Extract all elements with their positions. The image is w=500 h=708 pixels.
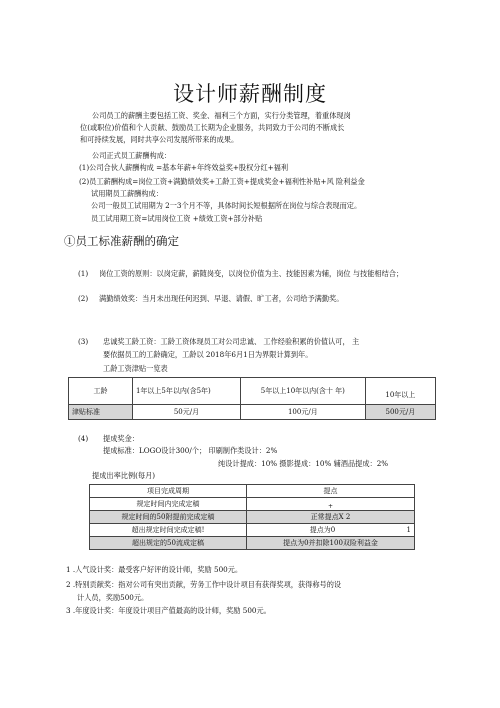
table-row (90, 485, 415, 498)
item-text: 岗位工资的原则：以岗定薪，薪随岗变，以岗位价值为主、技能因素为辅，岗位 与技能相结合； (99, 269, 404, 278)
table-row (69, 378, 436, 405)
table-cell: + (247, 498, 415, 511)
table-cell: 100元/月 (240, 405, 365, 420)
table-row (69, 405, 436, 420)
table-cell: 超出规定的50流成定稿 (90, 537, 247, 550)
probation-line: 员工试用期工资=试用岗位工资 +绩效工资+部分补贴 (91, 214, 263, 223)
intro-line: 公司员工的薪酬主要包括工资、奖金、福利三个方面，实行分类管理，着重体现岗 (92, 111, 351, 120)
item-number: (2) (78, 294, 89, 303)
table-cell: 超出规定时间完成定稿! (90, 524, 247, 537)
table-caption: 工龄工资津贴一览表 (103, 364, 168, 373)
table-row (90, 498, 415, 511)
probation-line: 公司一般员工试用期为 2一3个月不等，具体时间长短根据所在岗位与综合表现而定。 (91, 201, 362, 210)
section-title: ①员工标准薪酬的确定 (64, 234, 179, 248)
item-text: 满勤绩效奖：当月未出现任何迟到、早退、请假、旷工者，公司给予满勤奖。 (99, 294, 344, 303)
table-cell: 规定时间的50附提前完成定稿 (90, 511, 247, 524)
table-cell: 工龄 (69, 378, 133, 405)
table-cell: 提点为0 (247, 524, 399, 537)
table-cell: 1 (398, 524, 415, 537)
item-number: (4) (78, 434, 89, 443)
table-row (90, 511, 415, 524)
item-text: 提成奖金： (103, 434, 139, 443)
table-cell: 提点 (247, 485, 415, 498)
commission-table (89, 484, 415, 550)
intro-line: 位(或职位)价值和个人贡献、鼓励员工长期为企业服务，共同致力于公司的不断成长 (80, 123, 345, 132)
structure-item: (1)公司合伙人薪酬构成 =基本年薪+年终效益奖+股权分红+福利 (79, 163, 289, 172)
award-line: 3 .年度设计奖：年度设计项目产值最高的设计师，奖励 500元。 (66, 606, 271, 615)
seniority-table (68, 377, 436, 420)
item-number: (1) (78, 269, 89, 278)
probation-heading: 试用期员工薪酬构成： (91, 189, 163, 198)
item-text: 忠诚奖工龄工资：工龄工资体现员工对公司忠诚、 工作经验积累的价值认可， 主 (103, 337, 360, 346)
table-cell: 50元/月 (132, 405, 240, 420)
table-cell: 5年以上10年以内(含十 年) (240, 378, 365, 405)
table-cell: 10年以上 (365, 378, 435, 405)
table-cell: 正常提点X 2 (247, 511, 415, 524)
table-cell: 1年以上5年以内(含5年) (132, 378, 240, 405)
award-line: 计人员，奖励500元。 (77, 593, 149, 602)
table-cell: 津贴标准 (69, 405, 133, 420)
structure-item: (2)员工薪酬构成=岗位工资+满勤绩效奖+工龄工资+提成奖金+福利性补贴+风 险利益金 (79, 177, 365, 186)
award-line: 1 .人气设计奖：最受客户好评的设计师，奖励 500元。 (66, 565, 243, 574)
commission-line: 提成标准：LOGO设计300/个； 印刷制作类设计：2% (103, 446, 278, 455)
page-title: 设计师薪酬制度 (173, 82, 327, 106)
table-cell: 500元/月 (365, 405, 435, 420)
table-caption: 提成出率比例(每月) (92, 471, 156, 480)
structure-heading: 公司正式员工薪酬构成： (92, 151, 172, 160)
table-row (90, 537, 415, 550)
table-cell: 提点为0并扣除100双险利益金 (247, 537, 415, 550)
intro-line: 和可持续发展，同时共享公司发展所带来的成果。 (80, 135, 239, 144)
table-cell: 规定时间内完成定稿 (90, 498, 247, 511)
table-cell: 项目完成周期 (90, 485, 247, 498)
commission-line: 纯设计提成：10% 摄影提成：10% 辅酒品提成：2% (218, 459, 389, 468)
item-number: (3) (78, 337, 89, 346)
table-row (90, 524, 415, 537)
award-line: 2 .特别贡献奖：指对公司有突出贡献，劳务工作中设计项目有获得奖项，获得称号的设 (66, 580, 342, 589)
item-text-continued: 要依据员工的工龄确定，工龄以 2018年6月1日为界限计算到年。 (103, 350, 313, 359)
